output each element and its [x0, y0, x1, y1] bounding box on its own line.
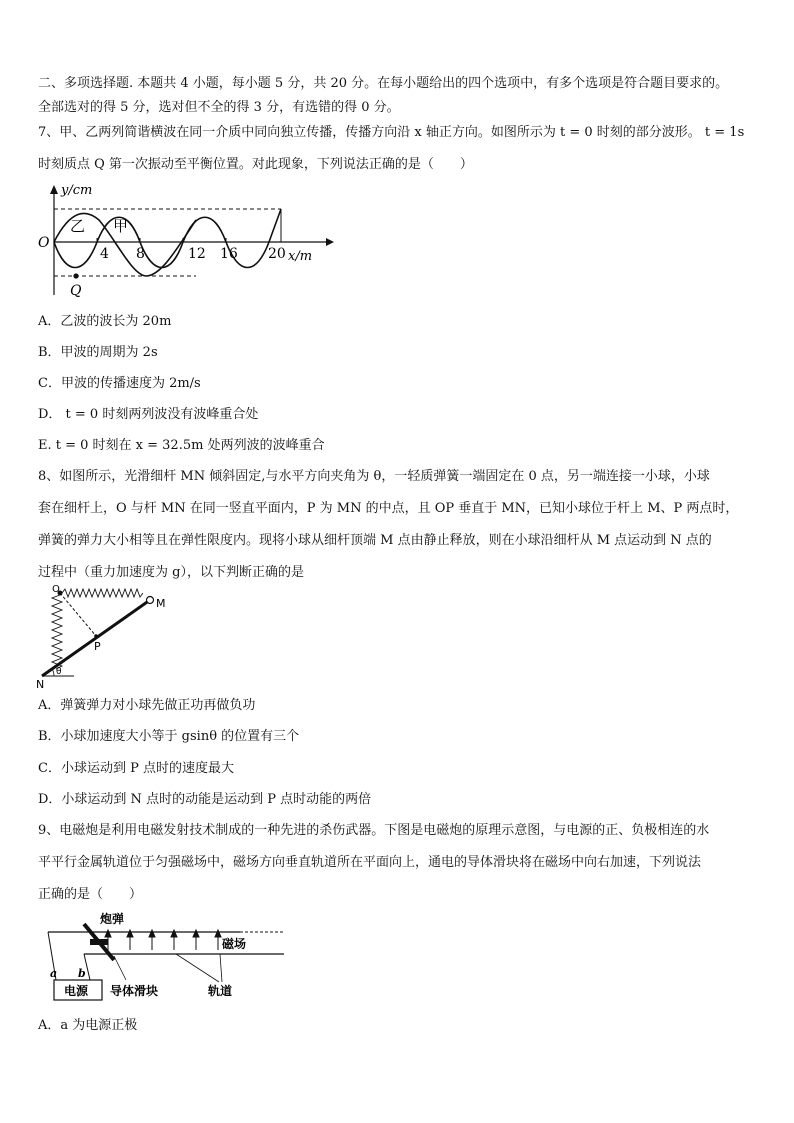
q7-y-axis-label: y/cm	[61, 183, 93, 198]
q8-option-a: A．弹簧弹力对小球先做正功再做负功	[38, 698, 256, 713]
q7-origin-label: O	[38, 235, 50, 251]
q9-label-slider: 导体滑块	[110, 984, 159, 998]
q9-label-source: 电源	[64, 984, 89, 998]
q7-option-e: E. t = 0 时刻在 x = 32.5m 处两列波的波峰重合	[38, 438, 325, 453]
q7-wave-figure	[36, 180, 336, 305]
q8-stem-line2: 套在细杆上，O 与杆 MN 在同一竖直平面内，P 为 MN 的中点，且 OP 垂直于 MN，已知小球位于杆上 M、P 两点时，	[38, 501, 739, 516]
q8-label-p: P	[94, 640, 101, 653]
q9-stem-line3: 正确的是（ ）	[38, 887, 143, 902]
q8-stem-line1: 8、如图所示，光滑细杆 MN 倾斜固定,与水平方向夹角为 θ，一轻质弹簧一端固定在 0 点，另一端连接一小球，小球	[38, 469, 710, 484]
q9-label-rail: 轨道	[208, 984, 233, 998]
q8-label-m: M	[156, 597, 166, 610]
q7-tick-20: 20	[268, 246, 286, 262]
q9-label-a: a	[50, 967, 58, 980]
q8-stem-line4: 过程中（重力加速度为 g），以下判断正确的是	[38, 565, 304, 580]
q9-label-b: b	[78, 967, 86, 980]
q7-option-b: B．甲波的周期为 2s	[38, 345, 158, 360]
q7-label-yi: 乙	[70, 217, 86, 235]
q8-label-n: N	[36, 678, 45, 691]
q8-option-b: B．小球加速度大小等于 gsinθ 的位置有三个	[38, 729, 300, 744]
q9-label-shell: 炮弹	[100, 912, 125, 926]
q7-option-d: D． t = 0 时刻两列波没有波峰重合处	[38, 407, 259, 422]
q7-tick-12: 12	[188, 246, 206, 262]
section-header-line1: 二、多项选择题. 本题共 4 小题，每小题 5 分，共 20 分。在每小题给出的四个选项中，有多个选项是符合题目要求的。	[38, 76, 729, 91]
q8-spring-rod-figure	[32, 582, 182, 692]
q7-option-c: C．甲波的传播速度为 2m/s	[38, 376, 201, 391]
q8-stem-line3: 弹簧的弹力大小相等且在弹性限度内。现将小球从细杆顶端 M 点由静止释放，则在小球沿细杆从 M 点运动到 N 点的	[38, 533, 712, 548]
q9-stem-line1: 9、电磁炮是利用电磁发射技术制成的一种先进的杀伤武器。下图是电磁炮的原理示意图，与电源的正、负极相连的水	[38, 823, 710, 838]
q8-option-d: D．小球运动到 N 点时的动能是运动到 P 点时动能的两倍	[38, 792, 372, 807]
q7-tick-4: 4	[100, 246, 109, 262]
q7-tick-16: 16	[220, 246, 238, 262]
q8-option-c: C．小球运动到 P 点时的速度最大	[38, 761, 234, 776]
q7-option-a: A．乙波的波长为 20m	[38, 314, 172, 329]
q9-railgun-figure	[44, 910, 294, 1010]
section-header-line2: 全部选对的得 5 分，选对但不全的得 3 分，有选错的得 0 分。	[38, 100, 400, 115]
q7-label-jia: 甲	[113, 217, 129, 235]
q8-label-o: O	[52, 584, 60, 595]
q7-x-axis-label: x/m	[288, 249, 313, 264]
q9-label-field: 磁场	[222, 937, 247, 951]
q9-stem-line2: 平平行金属轨道位于匀强磁场中，磁场方向垂直轨道所在平面向上，通电的导体滑块将在磁场中向右加速，下列说法	[38, 855, 702, 870]
q7-point-q-label: Q	[70, 283, 82, 299]
q9-option-a: A．a 为电源正极	[38, 1018, 138, 1033]
q7-stem-line1: 7、甲、乙两列简谐横波在同一介质中同向独立传播，传播方向沿 x 轴正方向。如图所示为 t = 0 时刻的部分波形。 t = 1s	[38, 125, 745, 140]
q8-label-theta: θ	[56, 667, 62, 677]
q7-stem-line2: 时刻质点 Q 第一次振动至平衡位置。对此现象，下列说法正确的是（ ）	[38, 157, 473, 172]
q7-tick-8: 8	[136, 246, 145, 262]
